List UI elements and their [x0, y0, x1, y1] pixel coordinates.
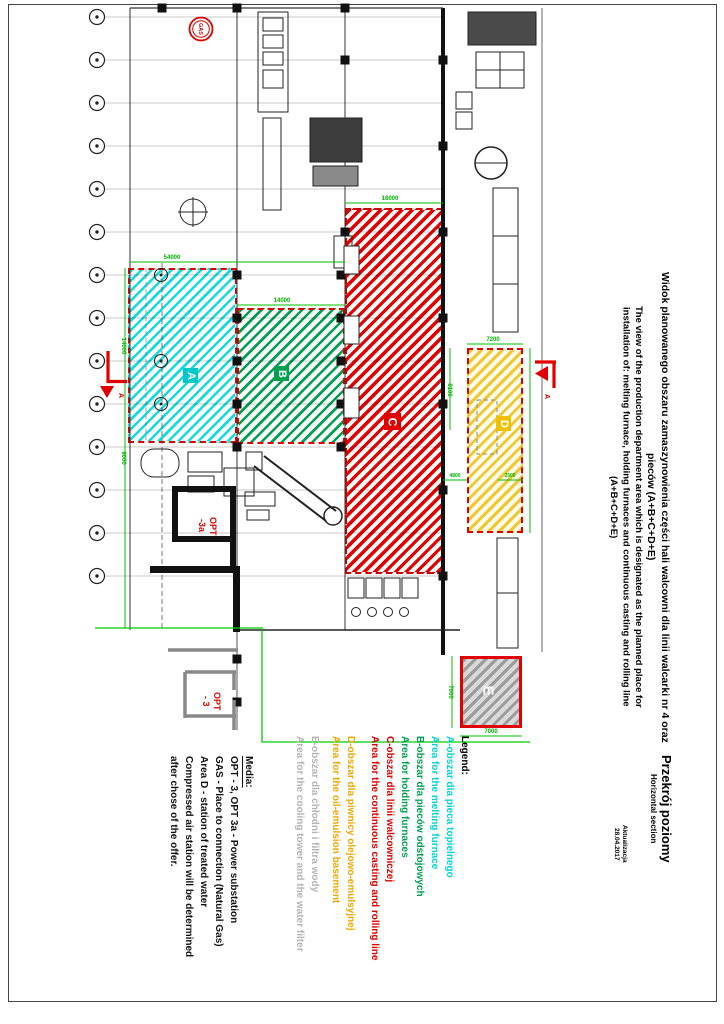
- svg-text:A: A: [543, 394, 550, 400]
- zone-e-tag: E: [479, 685, 497, 696]
- svg-text:14000: 14000: [120, 337, 126, 355]
- zone-d-tag: D: [496, 416, 511, 431]
- room-label-opt3: OPT - 3: [201, 691, 222, 711]
- media-line: after chose of the offer.: [168, 756, 179, 867]
- media-line: GAS - Place to connection (Natural Gas): [213, 756, 224, 947]
- gas-connection-symbol: [190, 18, 213, 41]
- media-line: OPT - 3, OPT 3a - Power substation: [228, 756, 239, 924]
- svg-text:7200: 7200: [486, 337, 500, 343]
- svg-text:A: A: [117, 393, 124, 399]
- zone-c-tag: C: [384, 413, 401, 430]
- section-title-en: Horizontal section: [649, 774, 658, 844]
- svg-text:7000: 7000: [447, 685, 453, 699]
- svg-text:4800: 4800: [449, 473, 461, 479]
- media-heading: Media:: [243, 756, 254, 788]
- room-label-opt3a: OPT -3a: [197, 516, 218, 536]
- title-en-line2: installation of: melting furnace, holding furnaces and continuous casting and rolling line: [620, 307, 632, 707]
- legend-entry: Area for holding furnaces: [399, 736, 410, 858]
- drawing-title: [594, 182, 672, 832]
- svg-text:GAS: GAS: [197, 23, 203, 35]
- legend-entry: Area for the oil-emulsion basement: [330, 736, 341, 904]
- legend-heading: Legend:: [459, 736, 470, 775]
- grid-axis-bubbles: [90, 10, 168, 584]
- svg-text:9000: 9000: [120, 451, 126, 465]
- revision-block: [606, 814, 628, 874]
- title-en-line1: The view of the production department area which is designated as the planned place for: [633, 306, 644, 708]
- title-pl-line2: pieców (A+B+C+D+E): [645, 453, 657, 561]
- section-marker-right: [535, 361, 556, 400]
- svg-text:2500: 2500: [504, 473, 516, 479]
- legend-entry: Area for the cooling tower and the water filter: [294, 736, 305, 952]
- media-notes: [160, 756, 256, 1022]
- revision-label: Aktualizacja: [621, 825, 628, 863]
- revision-date: 28.04.2017: [613, 827, 620, 861]
- section-title: [634, 744, 674, 874]
- media-line: Compressed air station will be determined: [183, 756, 194, 958]
- svg-text:8100: 8100: [446, 383, 452, 397]
- legend-entry: C-obszar dla linii walcowniczej: [384, 736, 395, 883]
- legend-entry: Area for the continuous casting and rolling line: [369, 736, 380, 961]
- zone-a-tag: A: [183, 368, 198, 383]
- column-markers: [158, 4, 448, 707]
- media-line: Area D - station of treated water: [198, 756, 209, 908]
- title-en-line3: (A+B+C+D+E): [608, 475, 619, 539]
- dimension-lines: [125, 203, 530, 736]
- svg-text:18000: 18000: [381, 196, 399, 202]
- svg-text:7000: 7000: [484, 729, 498, 735]
- legend-entry: B-obszar dla pieców odstojowych: [414, 736, 425, 897]
- grid-lines: [105, 8, 542, 730]
- equipment-outlines: [141, 12, 536, 648]
- legend-entry: D-obszar dla piwnicy olejowo-emulsyjnej: [345, 736, 356, 931]
- legend-entry: Area for the melting furnace: [429, 736, 440, 870]
- legend: [282, 736, 472, 1024]
- legend-entry: E-obszar dla chłodni i filtra wody: [309, 736, 320, 893]
- section-title-pl: Przekrój poziomy: [659, 755, 674, 863]
- title-pl-line1: Widok planowanego obszaru zamaszynowienia części hali walcowni dla linii walcarki nr 4 oraz: [659, 271, 671, 743]
- svg-text:14000: 14000: [273, 298, 291, 304]
- legend-entry: A-obszar dla pieca topielnego: [444, 736, 455, 878]
- site-boundary-line: [95, 628, 530, 742]
- svg-text:54000: 54000: [163, 255, 181, 261]
- zone-b-tag: B: [274, 366, 289, 381]
